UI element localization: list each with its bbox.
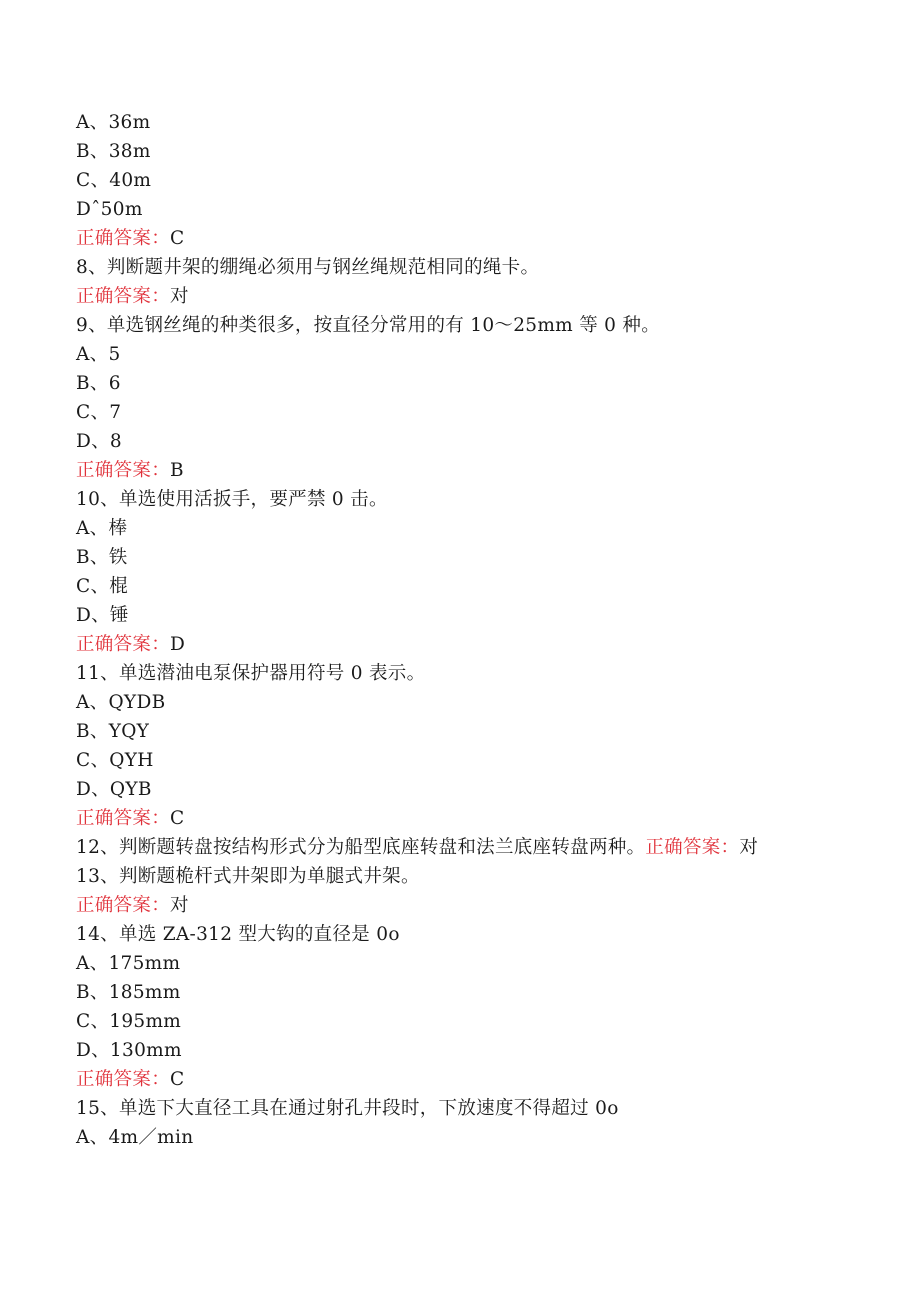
answer-line [76,630,836,659]
document-page [76,108,836,1152]
option-line: C、40m [76,170,152,191]
answer-value: C [170,1069,185,1090]
answer-label: 正确答案： [645,837,740,858]
option-line: D、8 [76,431,123,452]
option-line: A、棒 [76,518,128,539]
question-line: 15、单选下大直径工具在通过射孔井段时，下放速度不得超过 0o [76,1098,619,1119]
answer-value: B [170,460,184,481]
question-with-answer-line [76,833,796,862]
option-line: A、QYDB [76,692,166,713]
option-line: A、4m／min [76,1127,194,1148]
question-line: 10、单选使用活扳手，要严禁 0 击。 [76,489,388,510]
answer-label: 正确答案： [76,895,171,916]
answer-line [76,282,836,311]
answer-value: C [170,808,185,829]
answer-value: 对 [739,837,759,858]
option-line: D、锤 [76,605,129,626]
option-line: A、36m [76,112,151,133]
option-line: D、130mm [76,1040,182,1061]
question-line: 13、判断题桅杆式井架即为单腿式井架。 [76,866,420,887]
option-line: B、YQY [76,721,150,742]
option-line: C、棍 [76,576,129,597]
question-line: 11、单选潜油电泵保护器用符号 0 表示。 [76,663,426,684]
answer-value: 对 [170,895,189,916]
answer-line [76,224,836,253]
answer-line [76,804,836,833]
question-line: 9、单选钢丝绳的种类很多，按直径分常用的有 10～25mm 等 0 种。 [76,315,661,336]
question-line: 14、单选 ZA-312 型大钩的直径是 0o [76,924,400,945]
answer-label: 正确答案： [76,228,171,249]
option-line: C、QYH [76,750,154,771]
option-line: B、185mm [76,982,181,1003]
option-line: D、QYB [76,779,152,800]
question-line: 8、判断题井架的绷绳必须用与钢丝绳规范相同的绳卡。 [76,257,540,278]
answer-label: 正确答案： [76,286,171,307]
answer-label: 正确答案： [76,634,171,655]
option-line: B、38m [76,141,151,162]
answer-line [76,1065,836,1094]
answer-value: D [170,634,186,655]
answer-label: 正确答案： [76,808,171,829]
answer-value: C [170,228,185,249]
option-line: B、铁 [76,547,128,568]
option-line: Dˆ50m [76,199,143,220]
option-line: C、195mm [76,1011,182,1032]
answer-line [76,456,836,485]
option-line: C、7 [76,402,122,423]
option-line: B、6 [76,373,121,394]
option-line: A、5 [76,344,121,365]
answer-line [76,891,836,920]
answer-value: 对 [170,286,189,307]
question-text: 12、判断题转盘按结构形式分为船型底座转盘和法兰底座转盘两种。 [76,837,646,858]
answer-label: 正确答案： [76,1069,171,1090]
answer-label: 正确答案： [76,460,171,481]
option-line: A、175mm [76,953,181,974]
